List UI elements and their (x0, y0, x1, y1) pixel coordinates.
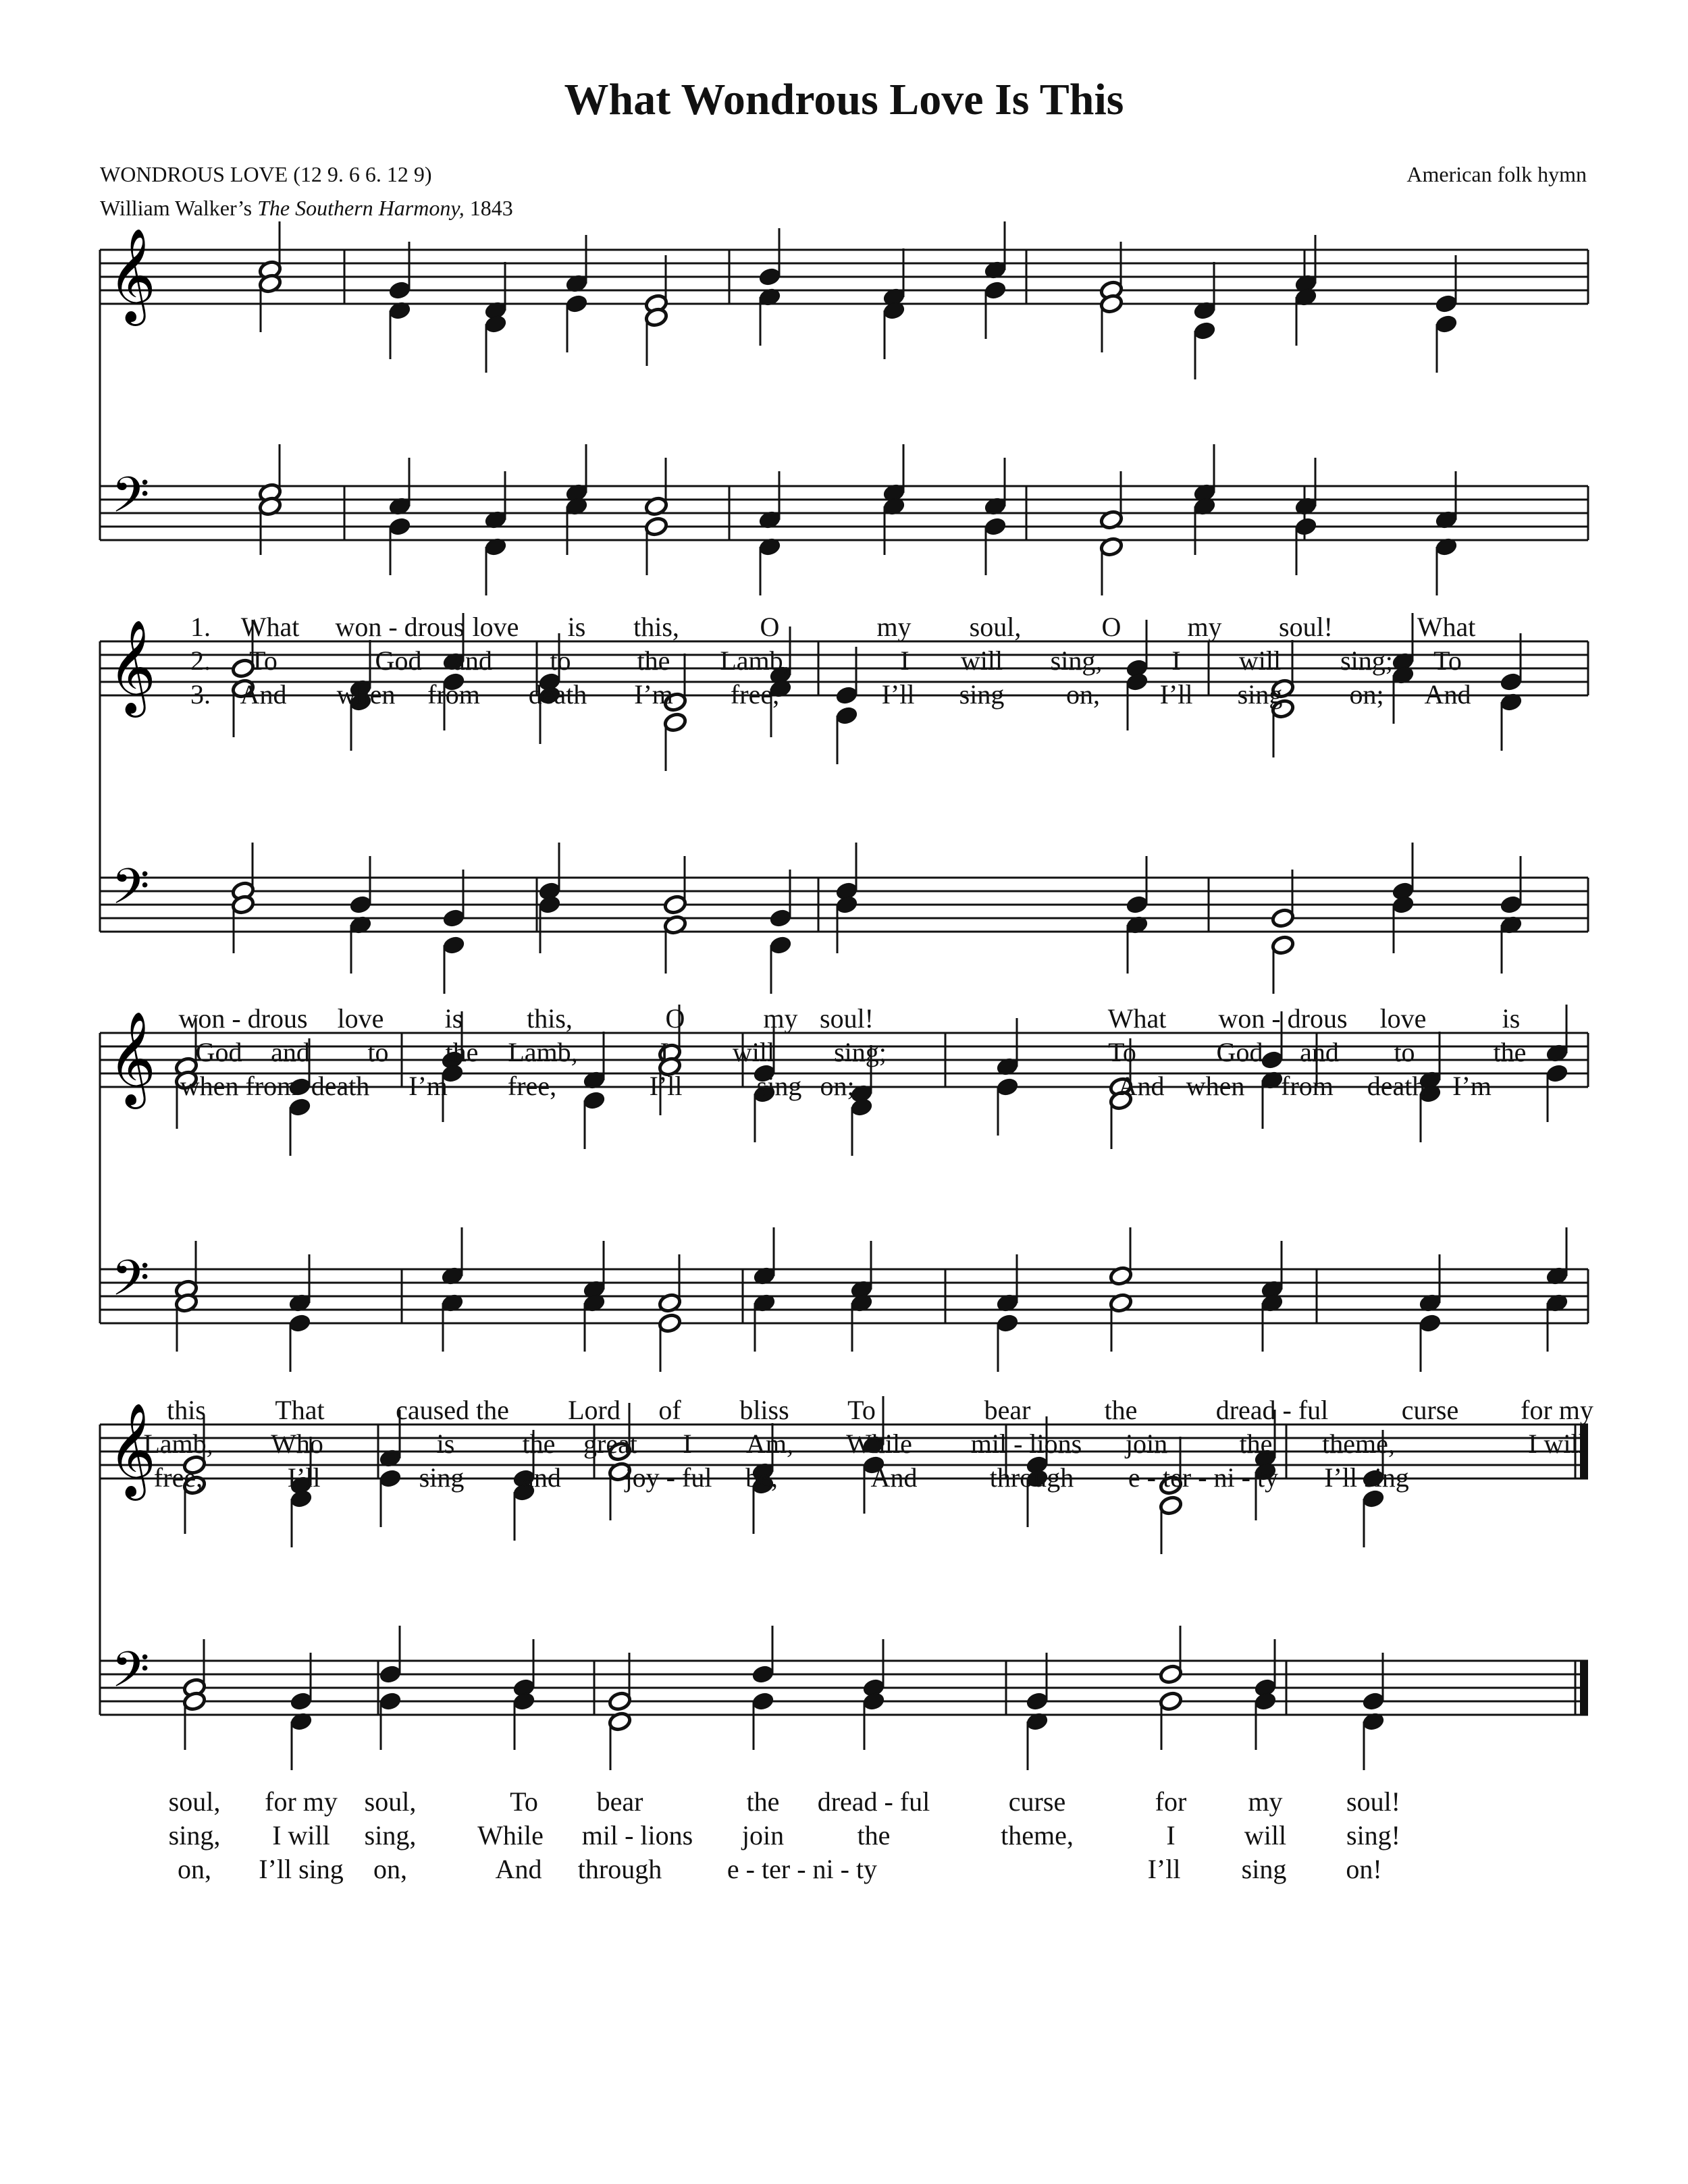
lyric-syllable: caused the (396, 1395, 509, 1425)
lyric-syllable: will (1238, 645, 1282, 676)
lyric-syllable: is (567, 612, 586, 642)
lyric-syllable: While (846, 1429, 912, 1459)
system-1 (100, 221, 1588, 595)
lyric-syllable: mil - lions (970, 1429, 1082, 1459)
lyric-syllable: the (522, 1429, 556, 1459)
lyric-syllable: I (1171, 645, 1181, 676)
lyric-syllable: soul, (168, 1786, 221, 1817)
treble-clef: 𝄞 (108, 228, 156, 322)
lyric-syllable: I (683, 1429, 692, 1459)
lyric-syllable: That (275, 1395, 325, 1425)
lyric-syllable: O (760, 612, 780, 642)
attribution: American folk hymn (1406, 162, 1587, 186)
lyric-syllable: free, (153, 1462, 203, 1493)
lyric-syllable: sing (1237, 679, 1283, 710)
lyric-syllable: And (240, 679, 287, 710)
lyric-syllable: I (660, 1037, 669, 1067)
lyric-syllable: soul! (820, 1003, 874, 1034)
lyric-syllable: will (1244, 1820, 1287, 1850)
bass-clef: 𝄢 (111, 857, 150, 927)
lyric-syllable: the (445, 1037, 479, 1067)
lyric-syllable: from (1281, 1071, 1334, 1101)
lyric-syllable: for (1155, 1786, 1187, 1817)
lyric-syllable: from (427, 679, 480, 710)
lyric-syllable: love (1379, 1003, 1427, 1034)
lyric-syllable: when (336, 679, 396, 710)
lyric-syllable: great (583, 1429, 637, 1459)
lyric-syllable: curse (1008, 1786, 1066, 1817)
lyric-syllable: the (1493, 1037, 1527, 1067)
lyric-syllable: is (1502, 1003, 1521, 1034)
lyric-syllable: to (367, 1037, 389, 1067)
lyric-syllable: sing; (834, 1037, 887, 1067)
lyric-syllable: theme, (1001, 1820, 1074, 1850)
lyric-syllable: this, (633, 612, 679, 642)
source-prefix: William Walker’s (100, 196, 258, 220)
lyric-syllable: curse (1401, 1395, 1459, 1425)
lyric-syllable: won - drous (335, 612, 465, 642)
lyric-syllable: Lamb, (720, 645, 790, 676)
lyric-syllable: bear (984, 1395, 1031, 1425)
lyric-syllable: for my (1521, 1395, 1593, 1425)
lyric-syllable: death (311, 1071, 370, 1101)
lyric-syllable: e - ter - ni - ty (1128, 1462, 1279, 1493)
lyric-syllable: the (1239, 1429, 1273, 1459)
lyric-syllable: won - drous (1218, 1003, 1348, 1034)
bass-clef: 𝄢 (111, 466, 150, 535)
lyric-syllable: And (1424, 679, 1471, 710)
source-title: The Southern Harmony, (257, 196, 465, 220)
lyric-syllable: joy - ful (625, 1462, 712, 1493)
verse-number: 2. (190, 645, 211, 676)
lyric-syllable: sing, (364, 1820, 417, 1850)
lyric-syllable: when from (180, 1071, 298, 1101)
lyric-syllable: will (960, 645, 1003, 676)
lyric-syllable: on; (1349, 679, 1384, 710)
lyric-syllable: the (1104, 1395, 1138, 1425)
lyric-syllable: this (167, 1395, 206, 1425)
lyric-syllable: I’m (634, 679, 673, 710)
lyric-syllable: God (1216, 1037, 1263, 1067)
bass-clef: 𝄢 (111, 1641, 150, 1710)
lyric-syllable: my (1187, 612, 1222, 642)
lyric-syllable: through (989, 1462, 1074, 1493)
lyric-syllable: I’ll (881, 679, 915, 710)
tune-name: WONDROUS LOVE (12 9. 6 6. 12 9) (100, 162, 432, 186)
lyric-syllable: I’ll (1159, 679, 1193, 710)
lyric-syllable: sing, (168, 1820, 221, 1850)
lyric-syllable: I’ll (287, 1462, 321, 1493)
lyric-syllable: and (453, 645, 492, 676)
lyric-syllable: What (240, 612, 300, 642)
lyric-syllable: Who (271, 1429, 323, 1459)
lyric-syllable: sing; (1340, 645, 1393, 676)
lyric-syllable: theme, (1322, 1429, 1395, 1459)
lyric-syllable: the (857, 1820, 891, 1850)
lyric-syllable: I’ll (649, 1071, 683, 1101)
lyric-syllable: I will (1528, 1429, 1586, 1459)
lyric-syllable: soul! (1346, 1786, 1400, 1817)
lyric-syllable: And (870, 1462, 918, 1493)
lyric-syllable: and (1300, 1037, 1339, 1067)
lyric-syllable: to (1394, 1037, 1415, 1067)
lyric-syllable: To (847, 1395, 876, 1425)
lyric-syllable: O (1101, 612, 1122, 642)
treble-clef: 𝄞 (108, 1403, 156, 1497)
lyric-syllable: sing, (1050, 645, 1103, 676)
lyric-syllable: What (1417, 612, 1476, 642)
lyric-syllable: love (472, 612, 519, 642)
treble-clef: 𝄞 (108, 620, 156, 714)
lyric-syllable: And (495, 1854, 542, 1884)
verse-number: 3. (190, 679, 211, 710)
lyric-syllable: I’m (408, 1071, 448, 1101)
lyric-syllable: soul! (1279, 612, 1333, 642)
lyric-syllable: on! (1346, 1854, 1382, 1884)
lyric-syllable: my (1248, 1786, 1283, 1817)
lyric-syllable: soul, (969, 612, 1022, 642)
lyric-syllable: death (1367, 1071, 1426, 1101)
verse-number: 1. (190, 612, 211, 642)
lyric-syllable: I’ll sing (1324, 1462, 1409, 1493)
lyric-syllable: I’ll sing (259, 1854, 344, 1884)
lyric-syllable: through (577, 1854, 662, 1884)
bass-clef: 𝄢 (111, 1249, 150, 1319)
lyric-syllable: sing (1241, 1854, 1287, 1884)
lyric-syllable: bear (596, 1786, 643, 1817)
lyric-syllable: sing (959, 679, 1005, 710)
lyric-syllable: for my (265, 1786, 338, 1817)
lyric-syllable: soul, (364, 1786, 417, 1817)
lyric-syllable: While (477, 1820, 544, 1850)
lyric-syllable: O (665, 1003, 685, 1034)
lyric-syllable: free, (730, 679, 780, 710)
lyric-syllable: I’ll (1147, 1854, 1181, 1884)
lyric-syllable: To (249, 645, 278, 676)
lyric-syllable: this, (527, 1003, 573, 1034)
lyric-syllable: What (1107, 1003, 1167, 1034)
lyric-syllable: on, (373, 1854, 407, 1884)
lyric-syllable: I (900, 645, 909, 676)
lyric-syllable: I will (272, 1820, 330, 1850)
lyric-syllable: Lamb, (143, 1429, 213, 1459)
lyric-syllable: on, (178, 1854, 211, 1884)
hymn-title: What Wondrous Love Is This (564, 75, 1124, 124)
lyric-syllable: To (1433, 645, 1462, 676)
lyric-syllable: will (732, 1037, 775, 1067)
lyric-syllable: won - drous (178, 1003, 308, 1034)
lyric-syllable: To (1108, 1037, 1136, 1067)
lyric-syllable: on, (1066, 679, 1100, 710)
lyric-syllable: join (1125, 1429, 1168, 1459)
source-year: 1843 (464, 196, 513, 220)
lyric-syllable: sing (419, 1462, 465, 1493)
lyric-syllable: God (375, 645, 422, 676)
lyric-syllable: bliss (739, 1395, 789, 1425)
lyric-syllable: death (528, 679, 587, 710)
lyric-syllable: I (1166, 1820, 1176, 1850)
lyric-syllable: my (763, 1003, 798, 1034)
lyric-syllable: of (658, 1395, 681, 1425)
lyric-syllable: is (436, 1429, 455, 1459)
lyric-syllable: to (550, 645, 571, 676)
lyric-syllable: Lord (568, 1395, 621, 1425)
lyric-syllable: sing! (1346, 1820, 1400, 1850)
lyric-syllable: and (271, 1037, 310, 1067)
lyric-syllable: my (876, 612, 912, 642)
lyric-syllable: join (741, 1820, 785, 1850)
lyric-syllable: be, (745, 1462, 778, 1493)
lyric-syllable: Lamb, (508, 1037, 578, 1067)
lyric-syllable: To (510, 1786, 538, 1817)
lyric-syllable: dread - ful (817, 1786, 930, 1817)
lyric-syllable: and (522, 1462, 561, 1493)
lyric-syllable: And (1117, 1071, 1165, 1101)
lyric-syllable: is (444, 1003, 463, 1034)
lyric-syllable: love (337, 1003, 384, 1034)
lyric-syllable: God (195, 1037, 242, 1067)
treble-clef: 𝄞 (108, 1011, 156, 1105)
lyric-syllable: mil - lions (581, 1820, 693, 1850)
lyric-syllable: dread - ful (1215, 1395, 1329, 1425)
lyric-syllable: sing (756, 1071, 802, 1101)
lyric-syllable: e - ter - ni - ty (727, 1854, 878, 1884)
lyric-syllable: the (637, 645, 670, 676)
lyric-syllable: the (746, 1786, 780, 1817)
lyric-syllable: free, (507, 1071, 557, 1101)
lyric-syllable: I’m (1452, 1071, 1492, 1101)
lyric-syllable: Am, (746, 1429, 793, 1459)
lyric-syllable: on; (820, 1071, 855, 1101)
lyric-syllable: when (1186, 1071, 1245, 1101)
